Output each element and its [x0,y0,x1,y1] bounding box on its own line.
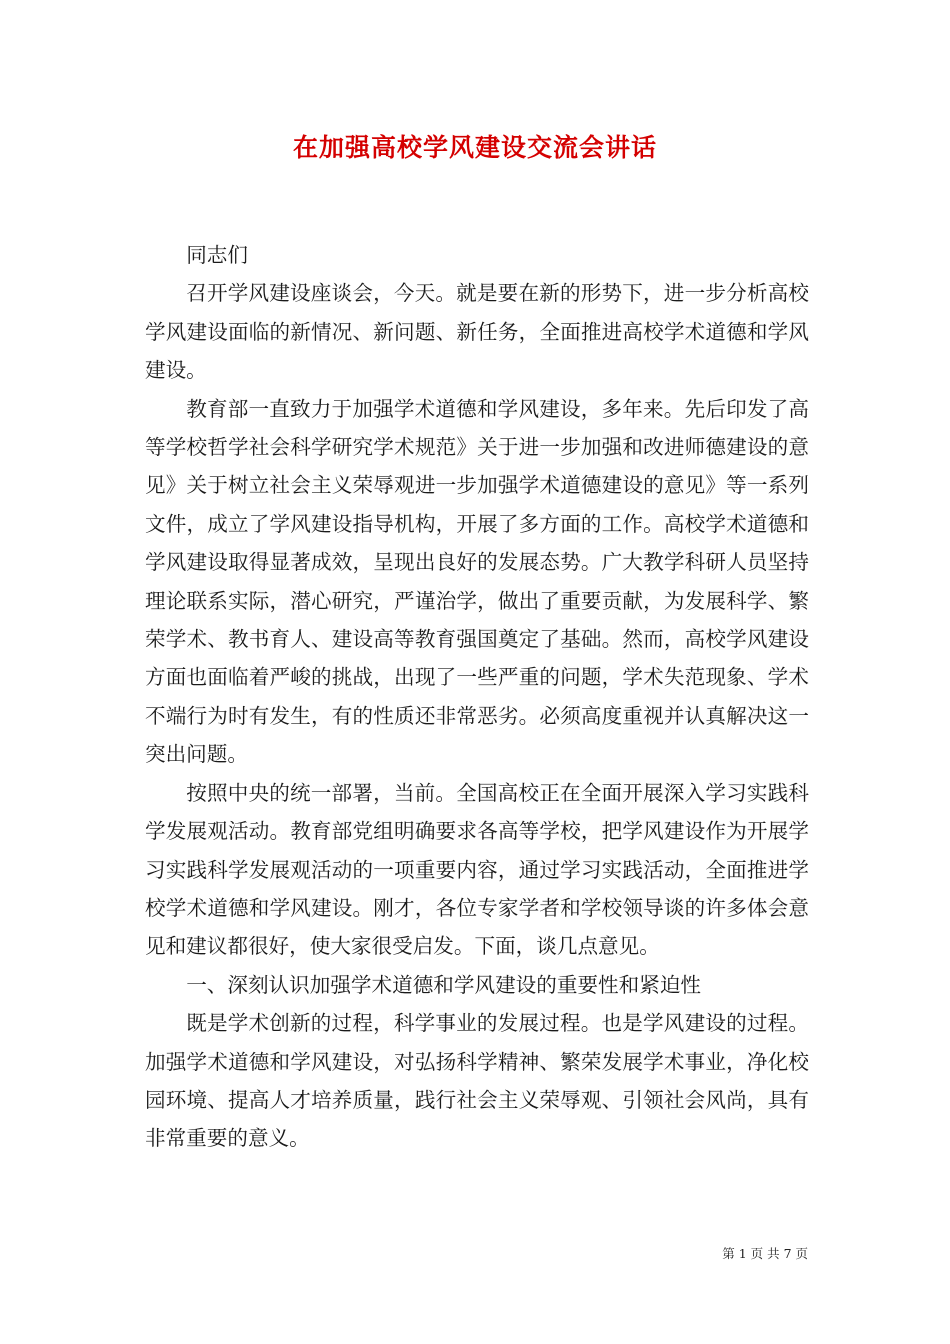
paragraph-2: 教育部一直致力于加强学术道德和学风建设，多年来。先后印发了高等学校哲学社会科学研究学术规范》关于进一步加强和改进师德建设的意见》关于树立社会主义荣辱观进一步加强学术道德建设的意见》等一系列文件，成立了学风建设指导机构，开展了多方面的工作。高校学术道德和学风建设取得显著成效，呈现出良好的发展态势。广大教学科研人员坚持理论联系实际，潜心研究，严谨治学，做出了重要贡献，为发展科学、繁荣学术、教书育人、建设高等教育强国奠定了基础。然而，高校学风建设方面也面临着严峻的挑战，出现了一些严重的问题，学术失范现象、学术不端行为时有发生，有的性质还非常恶劣。必须高度重视并认真解决这一突出问题。 [145,396,809,767]
document-body [145,236,809,1158]
section-heading-1: 一、深刻认识加强学术道德和学风建设的重要性和紧迫性 [186,972,702,997]
page-footer: 第 1 页 共 7 页 [722,1246,808,1261]
paragraph-salutation: 同志们 [186,243,248,267]
paragraph-4: 既是学术创新的过程，科学事业的发展过程。也是学风建设的过程。加强学术道德和学风建设，对弘扬科学精神、繁荣发展学术事业，净化校园环境、提高人才培养质量，践行社会主义荣辱观、引领社会风尚，具有非常重要的意义。 [145,1011,809,1151]
document-title: 在加强高校学风建设交流会讲话 [292,133,657,162]
paragraph-1: 召开学风建设座谈会，今天。就是要在新的形势下，进一步分析高校学风建设面临的新情况、新问题、新任务，全面推进高校学术道德和学风建设。 [145,281,809,383]
paragraph-3: 按照中央的统一部署，当前。全国高校正在全面开展深入学习实践科学发展观活动。教育部党组明确要求各高等学校，把学风建设作为开展学习实践科学发展观活动的一项重要内容，通过学习实践活动，全面推进学校学术道德和学风建设。刚才，各位专家学者和学校领导谈的许多体会意见和建议都很好，使大家很受启发。下面，谈几点意见。 [145,780,809,959]
